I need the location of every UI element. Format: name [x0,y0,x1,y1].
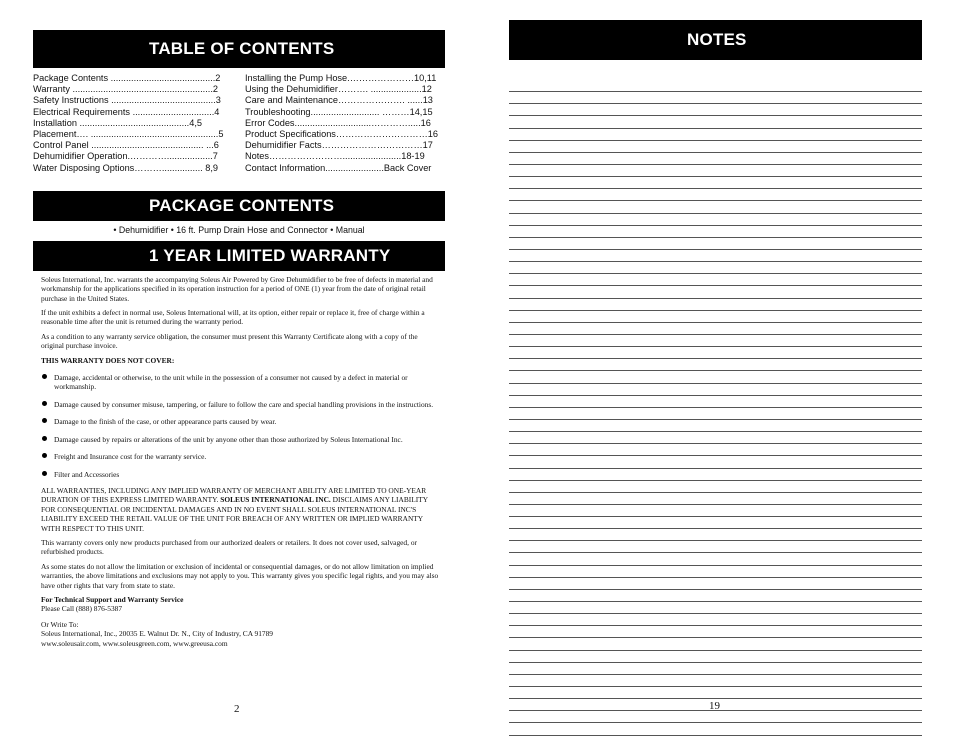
toc-left-column [33,73,229,174]
toc-entry: Contact Information.......................Back Cover [245,162,432,173]
bullet-icon [42,436,47,441]
disclaimer-text: DISCLAIMS ANY LIABILITY FOR CONSEQUENTIAL OR INCIDENTAL DAMAGES AND IN NO EVENT SHALL SOLEUS INTERNATIONAL INC'S LIABILITY EXCEED THE RETAIL VALUE OF THE UNIT FOR BREACH OF ANY WRITTEN OR IMPLIED WARRANTY WITH RESPECT TO THIS UNIT. [41,495,428,533]
right-page [509,20,922,736]
package-contents-list: • Dehumidifier • 16 ft. Pump Drain Hose and Connector • Manual [113,224,365,235]
exclusion-text: Damage caused by repairs or alterations of the unit by anyone other than those authorized by Soleus International Inc. [54,434,403,444]
note-line [509,396,922,408]
bullet-icon [42,374,47,379]
notes-lines [509,80,922,736]
warranty-paragraph: Soleus International, Inc. warrants the accompanying Soleus Air Powered by Gree Dehumidifier to be free of defects in material and workmanship for the applications specified in its operation instruction for a period of ONE (1) year from the date of original retail purchase in the United States. [41,274,433,303]
note-line [509,638,922,650]
note-line [509,384,922,396]
note-line [509,165,922,177]
note-line [509,626,922,638]
note-line [509,262,922,274]
note-line [509,92,922,104]
support-title: For Technical Support and Warranty Service [41,594,184,604]
warranty-paragraph: This warranty covers only new products purchased from our authorized dealers or retailers. It does not cover used, salvaged, or refurbished products. [41,537,417,557]
note-line [509,602,922,614]
note-line [509,323,922,335]
note-line [509,553,922,565]
exclusion-text: Damage to the finish of the case, or other appearance parts caused by wear. [54,417,277,427]
toc-entry: Dehumidifier Facts……………………………17 [245,140,433,151]
note-line [509,578,922,590]
note-line [509,347,922,359]
toc-entry: Notes…………………….......................18-19 [245,151,425,162]
page-number-right: 19 [709,700,720,712]
toc-entry: Safety Instructions .........................................3 [33,95,221,106]
write-to-label: Or Write To: [41,619,79,629]
note-line [509,614,922,626]
exclusion-text: Damage, accidental or otherwise, to the unit while in the possession of a consumer not caused by a defect in material or workmanship. [54,373,408,392]
exclusion-item [41,372,439,392]
bullet-icon [42,453,47,458]
note-line [509,335,922,347]
note-line [509,201,922,213]
note-line [509,675,922,687]
note-line [509,420,922,432]
note-line [509,566,922,578]
toc-title: TABLE OF CONTENTS [33,30,445,68]
toc-entry: Error Codes..............................………….....16 [245,117,431,128]
note-line [509,529,922,541]
warranty-paragraph: As some states do not allow the limitation or exclusion of incidental or consequential damages, or do not allow limitation on implied warranties, the above limitations and exclusions may not apply to you. This warranty gives you specific legal rights, and you may also have other rights that vary from state to state. [41,561,439,590]
toc-entry: Using the Dehumidifier………. ....................12 [245,84,432,95]
exclusion-item [41,451,439,461]
warranty-body [33,271,445,648]
note-line [509,687,922,699]
note-line [509,371,922,383]
warranty-paragraph: If the unit exhibits a defect in normal use, Soleus International will, at its option, either repair or replace it, free of charge within a reasonable time after the unit is returned during the warranty period. [41,308,425,327]
toc-right-column [245,73,445,174]
exclusion-item [41,469,439,479]
note-line [509,432,922,444]
note-line [509,651,922,663]
note-line [509,359,922,371]
toc-entry: Installing the Pump Hose.…………………10,11 [245,73,437,83]
package-contents-title: PACKAGE CONTENTS [33,191,445,221]
toc-entry: Placement…. ..................................................5 [33,129,224,140]
note-line [509,299,922,311]
toc-entry: Water Disposing Options………................ 8,9 [33,162,219,173]
liability-disclaimer [41,486,439,533]
toc-entry: Troubleshooting........................... ………14,15 [245,106,433,117]
note-line [509,456,922,468]
left-page [33,30,445,653]
address-block [41,620,439,648]
bullet-icon [42,401,47,406]
note-line [509,663,922,675]
note-line [509,250,922,262]
note-line [509,80,922,92]
note-line [509,723,922,735]
toc-entry: Package Contents .........................................2 [33,73,221,83]
exclusion-item [41,416,439,426]
page-number-left: 2 [234,703,240,715]
note-line [509,444,922,456]
website-list: www.soleusair.com, www.soleusgreen.com, www.greeusa.com [41,638,228,648]
note-line [509,226,922,238]
note-line [509,590,922,602]
note-line [509,408,922,420]
warranty-title: 1 YEAR LIMITED WARRANTY [33,241,445,271]
toc-entry: Electrical Requirements ................................4 [33,106,220,117]
toc-entry: Dehumidifier Operation.…………..................7 [33,151,218,162]
exclusion-text: Freight and Insurance cost for the warranty service. [54,452,207,462]
note-line [509,116,922,128]
note-line [509,189,922,201]
table-of-contents [33,73,445,174]
note-line [509,177,922,189]
toc-entry: Control Panel ............................................ ...6 [33,140,219,151]
toc-entry: Warranty .......................................................2 [33,84,218,95]
support-block [41,595,439,614]
note-line [509,493,922,505]
note-line [509,481,922,493]
disclaimer-text: ALL WARRANTIES, INCLUDING ANY IMPLIED WARRANTY OF MERCHANT ABILITY ARE LIMITED TO ONE-YEAR DURATION OF THIS EXPRESS LIMITED WARRANTY. [41,485,427,505]
company-name: SOLEUS INTERNATIONAL INC. [218,495,331,505]
note-line [509,274,922,286]
toc-entry: Installation ...........................................4,5 [33,117,203,128]
note-line [509,286,922,298]
note-line [509,129,922,141]
note-line [509,214,922,226]
exclusion-item [41,434,439,444]
note-line [509,469,922,481]
mailing-address: Soleus International, Inc., 20035 E. Walnut Dr. N., City of Industry, CA 91789 [41,629,273,639]
not-covered-heading: THIS WARRANTY DOES NOT COVER: [41,355,175,365]
support-phone: Please Call (888) 876-5387 [41,604,123,614]
note-line [509,153,922,165]
note-line [509,541,922,553]
note-line [509,711,922,723]
exclusion-item [41,399,439,409]
toc-entry: Care and Maintenance…………………. ......13 [245,95,433,106]
note-line [509,311,922,323]
exclusion-text: Filter and Accessories [54,469,120,479]
note-line [509,238,922,250]
exclusion-text: Damage caused by consumer misuse, tampering, or failure to follow the care and special handling provisions in the instructions. [54,399,434,409]
notes-title: NOTES [509,20,922,60]
note-line [509,141,922,153]
note-line [509,505,922,517]
toc-entry: Product Specifications…………………………16 [245,129,438,140]
bullet-icon [42,471,47,476]
bullet-icon [42,418,47,423]
note-line [509,104,922,116]
note-line [509,517,922,529]
warranty-paragraph: As a condition to any warranty service obligation, the consumer must present this Warranty Certificate along with a copy of the original purchase invoice. [41,331,418,351]
